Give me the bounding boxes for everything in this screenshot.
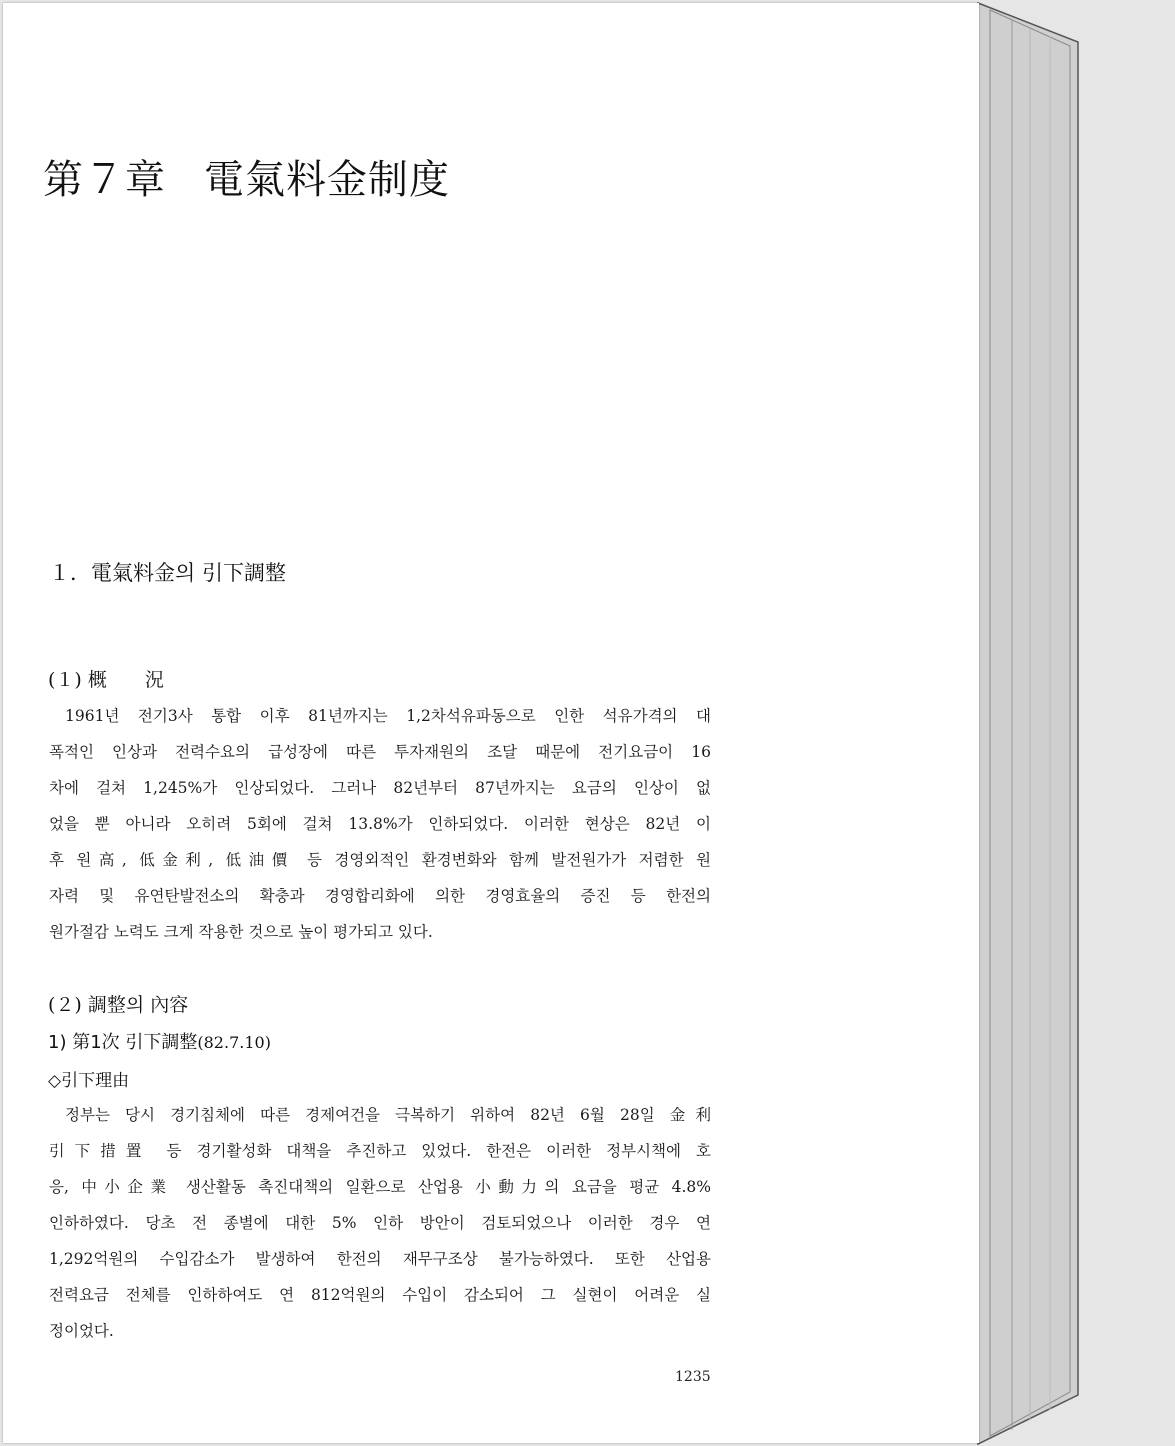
- paragraph-line: 폭적인 인상과 전력수요의 급성장에 따른 투자재원의 조달 때문에 전기요금이 16: [49, 743, 711, 761]
- paragraph-line: 1961년 전기3사 통합 이후 81년까지는 1,2차석유파동으로 인한 석유가격의 대: [65, 707, 711, 725]
- paragraph-line: 정부는 당시 경기침체에 따른 경제여건을 극복하기 위하여 82년 6월 28일 金利: [65, 1106, 711, 1124]
- reason-paragraph: [49, 1097, 711, 1349]
- chapter-title: [43, 148, 450, 205]
- chapter-number: 第７章: [43, 157, 166, 203]
- item-label: 1) 第1次 引下調整: [48, 1032, 198, 1053]
- document-page: [3, 3, 979, 1443]
- paragraph-line: 었을 뿐 아니라 오히려 5회에 걸쳐 13.8%가 인하되었다. 이러한 현상은 82년 이: [49, 815, 711, 833]
- paragraph-line: 引下措置 등 경기활성화 대책을 추진하고 있었다. 한전은 이러한 정부시책에 호: [49, 1142, 711, 1160]
- subsection-heading-contents: (２) 調整의 內容: [48, 994, 189, 1016]
- subsection-heading-overview: (１) 概 況: [48, 669, 164, 691]
- chapter-name: 電氣料金制度: [204, 157, 450, 203]
- section-title: １．電氣料金의 引下調整: [49, 561, 286, 585]
- paragraph-line: 인하하였다. 당초 전 종별에 대한 5% 인하 방안이 검토되었으나 이러한 경우 연: [49, 1214, 711, 1232]
- paragraph-line: 원가절감 노력도 크게 작용한 것으로 높이 평가되고 있다.: [49, 923, 433, 941]
- paragraph-line: 자력 및 유연탄발전소의 확충과 경영합리화에 의한 경영효율의 증진 등 한전의: [49, 887, 711, 905]
- paragraph-line: 전력요금 전체를 인하하여도 연 812억원의 수입이 감소되어 그 실현이 어려운 실: [49, 1286, 711, 1304]
- paragraph-line: 정이었다.: [49, 1322, 114, 1340]
- paragraph-line: 차에 걸쳐 1,245%가 인상되었다. 그러나 82년부터 87년까지는 요금의 인상이 없: [49, 779, 711, 797]
- overview-paragraph: [49, 698, 711, 950]
- paragraph-line: 응, 中小企業 생산활동 촉진대책의 일환으로 산업용 小動力의 요금을 평균 4.8%: [49, 1178, 711, 1196]
- item-heading-first-adjustment: [48, 1028, 271, 1054]
- paragraph-line: 후 원高, 低金利, 低油價 등 경영외적인 환경변화와 함께 발전원가가 저렴한 원: [49, 851, 711, 869]
- page-number: 1235: [675, 1369, 711, 1385]
- item-date: (82.7.10): [197, 1033, 271, 1052]
- reason-heading: ◇引下理由: [48, 1071, 130, 1091]
- paragraph-line: 1,292억원의 수입감소가 발생하여 한전의 재무구조상 불가능하였다. 또한 산업용: [49, 1250, 711, 1268]
